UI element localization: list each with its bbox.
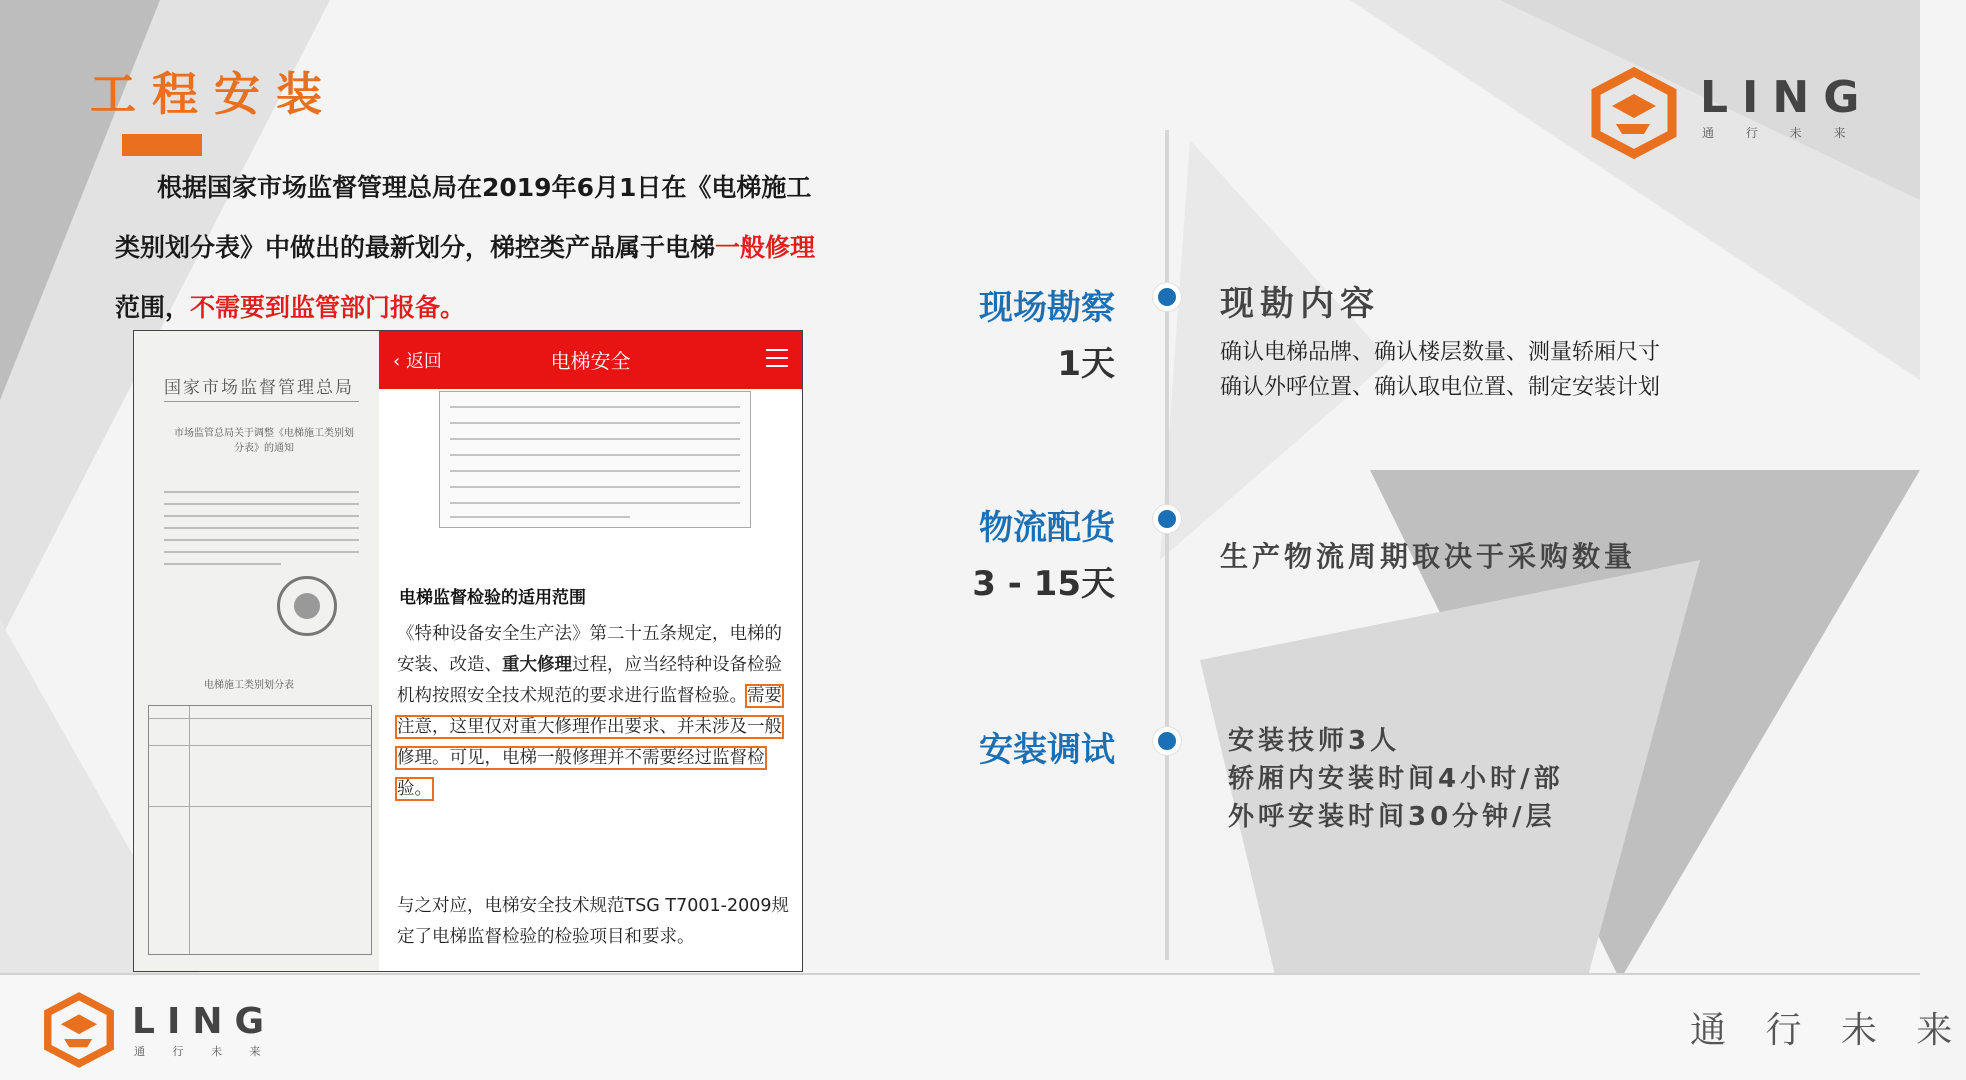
title-underline (122, 134, 202, 156)
step-logistics-duration: 3 - 15天 (972, 564, 1115, 604)
page-title: 工程安装 (90, 67, 338, 121)
timeline-dot (1153, 283, 1181, 311)
seal-icon (277, 576, 337, 636)
document-image (133, 330, 803, 972)
menu-icon (766, 349, 788, 367)
logistics-detail: 生产物流周期取决于采购数量 (1220, 540, 1637, 573)
timeline-divider (1165, 130, 1169, 960)
footer-divider (0, 973, 1920, 975)
survey-heading: 现勘内容 (1220, 284, 1380, 324)
ling-logo-icon (44, 993, 114, 1067)
app-bar (379, 331, 802, 389)
intro-paragraph (115, 158, 835, 338)
classification-table (148, 705, 372, 955)
timeline-dot (1153, 727, 1181, 755)
notice-body (164, 481, 359, 575)
timeline-dot (1153, 505, 1181, 533)
notice-header-line (164, 401, 359, 402)
step-install-title: 安装调试 (979, 730, 1115, 770)
article-paragraph-1: 《特种设备安全生产法》第二十五条规定，电梯的安装、改造、重大修理过程，应当经特种设备检验机构按照安全技术规范的要求进行监督检验。需要注意，这里仅对重大修理作出要求、并未涉及一般修理。可见，电梯一般修理并不需要经过监督检验。 (397, 624, 782, 799)
back-button: ‹ 返回 (393, 351, 442, 372)
intro-highlight-2: 不需要到监管部门报备。 (190, 293, 466, 322)
footer-logo-slogan: 通 行 未 来 (134, 1045, 273, 1058)
scanned-excerpt (439, 391, 751, 528)
footer-logo-text: LING (132, 1001, 277, 1042)
notice-scan (134, 331, 380, 971)
header-logo-slogan: 通 行 未 来 (1702, 126, 1860, 140)
step-survey-duration: 1天 (1057, 344, 1115, 384)
highlighted-note: 需要注意，这里仅对重大修理作出要求、并未涉及一般修理。可见，电梯一般修理并不需要经过监督检验。 (397, 686, 782, 799)
footer-logo (44, 993, 277, 1071)
notice-subtitle: 市场监管总局关于调整《电梯施工类别划分表》的通知 (174, 428, 354, 454)
back-chevron-icon: ‹ (393, 351, 401, 372)
survey-line-1: 确认电梯品牌、确认楼层数量、测量轿厢尺寸 (1220, 340, 1661, 365)
table-title: 电梯施工类别划分表 (204, 680, 294, 691)
intro-text-2: 范围， (115, 293, 191, 322)
ling-logo-icon (1592, 68, 1676, 158)
survey-line-2: 确认外呼位置、确认取电位置、制定安装计划 (1220, 375, 1661, 400)
app-title: 电梯安全 (550, 349, 631, 373)
article-paragraph-2: 与之对应，电梯安全技术规范TSG T7001-2009规定了电梯监督检验的检验项目和要求。 (397, 896, 789, 947)
intro-highlight-1: 一般修理 (715, 233, 816, 262)
step-logistics-title: 物流配货 (979, 508, 1115, 548)
install-line-2: 轿厢内安装时间4小时/部 (1228, 764, 1564, 794)
section-title: 电梯监督检验的适用范围 (399, 588, 586, 608)
step-survey-title: 现场勘察 (979, 288, 1115, 328)
intro-text-1: 根据国家市场监督管理总局在2019年6月1日在《电梯施工类别划分表》中做出的最新划分，梯控类产品属于电梯 (115, 173, 812, 262)
footer-slogan: 通 行 未 来 (1690, 1010, 1966, 1051)
notice-header: 国家市场监督管理总局 (164, 378, 354, 398)
header-logo (1592, 68, 1874, 162)
install-line-3: 外呼安装时间30分钟/层 (1228, 802, 1556, 832)
header-logo-text: LING (1700, 72, 1874, 123)
app-screenshot (379, 331, 802, 971)
install-line-1: 安装技师3人 (1228, 726, 1401, 756)
